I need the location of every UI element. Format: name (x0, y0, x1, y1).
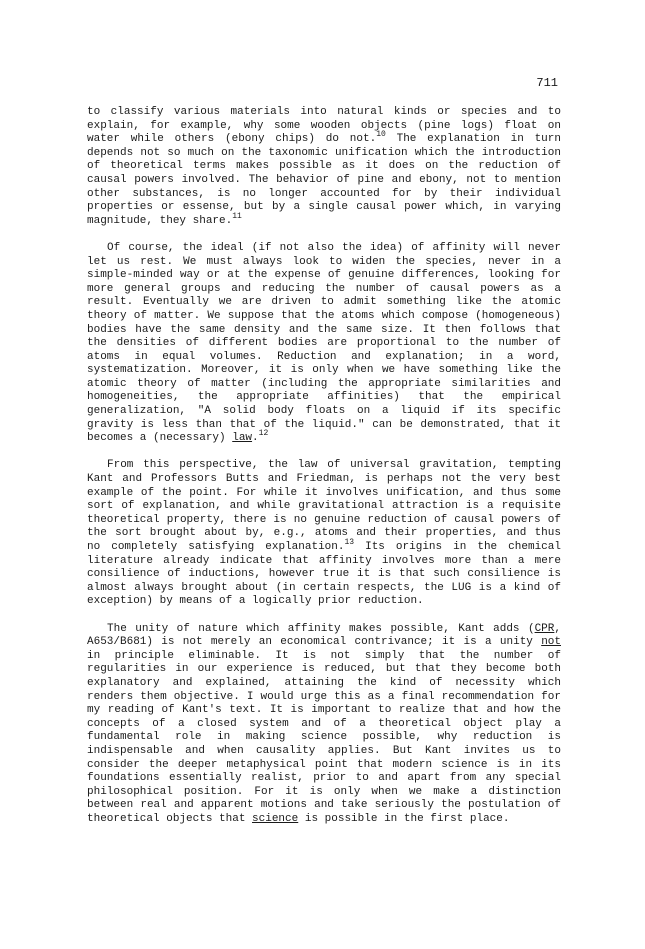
footnote-marker: 11 (232, 211, 242, 221)
page-number: 711 (536, 76, 558, 90)
text-segment: is possible in the first place. (298, 812, 510, 825)
paragraph (87, 459, 561, 609)
underlined-text: law (232, 432, 253, 445)
text-segment: to classify various materials into natural kinds or species and to explain, for example, why some wooden objects (pine logs) float on water while others (ebony chips) do not. (87, 106, 561, 146)
paragraph (87, 106, 561, 228)
footnote-marker: 12 (258, 429, 269, 439)
underlined-text: CPR (534, 622, 555, 635)
text-segment: in principle eliminable. It is not simply that the number of regularities in our experience is reduced, but that they become both explanatory and explained, attaining the kind of necessity which renders them objective. I would urge this as a final recommendation for my reading of Kant's text. It is important to realize that and how the concepts of a closed system and of a theoretical object play a fundamental role in making science possible, why reduction is indispensable and when causality applies. But Kant invites us to consider the deeper metaphysical point that modern science is in its foundations essentially realist, prior to and apart from any special philosophical position. For it is only when we make a distinction between real and apparent motions and take seriously the postulation of theoretical objects that (87, 649, 561, 825)
footnote-marker: 13 (344, 538, 355, 547)
paragraph (87, 623, 561, 827)
body-text (87, 106, 561, 840)
text-segment: , A653/B681) is not merely an economical contrivance; it is a unity (87, 622, 561, 649)
text-segment: The unity of nature which affinity makes possible, Kant adds ( (107, 622, 535, 635)
underlined-text: science (252, 812, 299, 825)
text-segment: The explanation in turn depends not so much on the taxonomic unification which the introduction of theoretical terms makes possible as it does on the reduction of causal powers involved. The behavior of pine and ebony, not to mention other substances, is no longer accounted for by their individual properties or essense, but by a single causal power which, in varying magnitude, they share. (87, 133, 561, 227)
text-segment: Of course, the ideal (if not also the idea) of affinity will never let us rest. We must always look to widen the species, never in a simple-minded way or at the expense of genuine differences, looking for more general groups and reducing the number of causal powers as a result. Eventually we are driven to admit something like the atomic theory of matter. We suppose that the atoms which compose (homogeneous) bodies have the same density and the same size. It then follows that the densities of different bodies are proportional to the number of atoms in equal volumes. Reduction and explanation; in a word, systematization. Moreover, it is only when we have something like the atomic theory of matter (including the appropriate similarities and homogeneities, the appropriate affinities) that the empirical generalization, "A solid body floats on a liquid if its specific gravity is less than that of the liquid." can be demonstrated, that it becomes a (necessary) (87, 241, 561, 445)
paragraph (87, 242, 561, 446)
text-segment: Its origins in the chemical literature already indicate that affinity involves more than a mere consilience of inductions, however true it is that such consilience is almost always brought about (in certain respects, the LUG is a kind of exception) by means of a logically prior reduction. (87, 541, 561, 608)
footnote-marker: 10 (376, 130, 386, 140)
text-segment: . (252, 432, 259, 445)
text-segment: From this perspective, the law of universal gravitation, tempting Kant and Professors Butts and Friedman, is perhaps not the very best example of the point. For while it involves unification, and thus some sort of explanation, and while gravitational attraction is a requisite theoretical property, there is no genuine reduction of causal powers of the sort brought about by, e.g., atoms and their properties, and thus no completely satisfying explanation. (87, 459, 561, 553)
underlined-text: not (541, 636, 561, 649)
